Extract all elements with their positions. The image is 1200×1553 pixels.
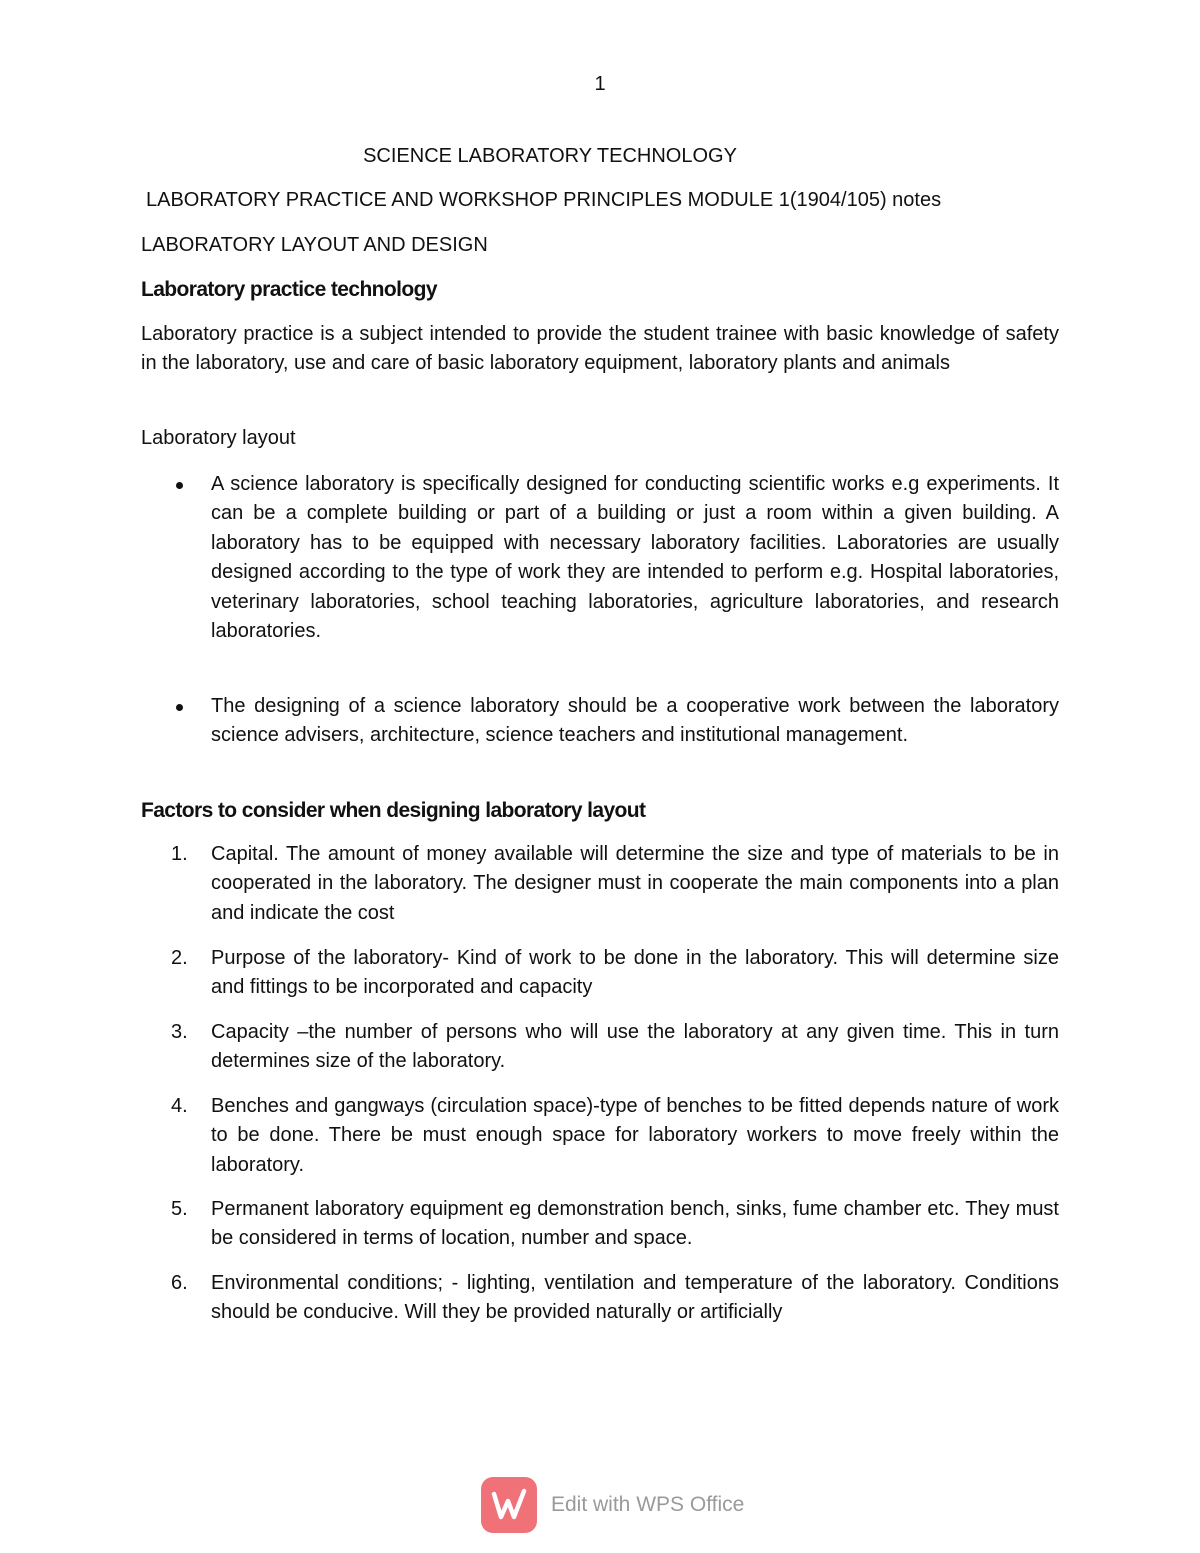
list-number: 5. (171, 1198, 188, 1220)
factor-text: Purpose of the laboratory- Kind of work to be done in the laboratory. This will determine size and fittings to be incorporated and capacity (211, 947, 1059, 999)
layout-label: Laboratory layout (141, 427, 296, 449)
wps-office-label[interactable]: Edit with WPS Office (551, 1493, 745, 1516)
module-line: LABORATORY PRACTICE AND WORKSHOP PRINCIPLES MODULE 1(1904/105) notes (146, 189, 942, 211)
heading-factors: Factors to consider when designing laboratory layout (141, 799, 646, 822)
list-number: 6. (171, 1272, 188, 1294)
section-title: LABORATORY LAYOUT AND DESIGN (141, 234, 488, 256)
factor-text: Capital. The amount of money available will determine the size and type of materials to be in cooperated in the laboratory. The designer must in cooperate the main components into a plan and indicate the cost (211, 843, 1059, 924)
wps-w-glyph (481, 1477, 537, 1533)
list-item (141, 470, 1059, 646)
factor-text: Capacity –the number of persons who will use the laboratory at any given time. This in turn determines size of the laboratory. (211, 1021, 1059, 1073)
bullet-icon (176, 704, 183, 711)
intro-paragraph: Laboratory practice is a subject intended to provide the student trainee with basic knowledge of safety in the laboratory, use and care of basic laboratory equipment, laboratory plants and animals (141, 323, 1059, 375)
list-number: 4. (171, 1095, 188, 1117)
document-title: SCIENCE LABORATORY TECHNOLOGY (363, 145, 737, 167)
list-item (141, 692, 1059, 751)
bullet-text: A science laboratory is specifically designed for conducting scientific works e.g experiments. It can be a complete building or part of a building or just a room within a given building. A laboratory has to be equipped with necessary laboratory facilities. Laboratories are usually designed according to the type of work they are intended to perform e.g. Hospital laboratories, veterinary laboratories, school teaching laboratories, agriculture laboratories, and research laboratories. (211, 473, 1059, 643)
wps-office-logo-icon[interactable] (481, 1477, 537, 1533)
list-item (141, 1018, 1059, 1077)
list-item (141, 944, 1059, 1003)
list-number: 1. (171, 843, 188, 865)
list-item (141, 840, 1059, 928)
bullet-icon (176, 482, 183, 489)
factor-text: Permanent laboratory equipment eg demonstration bench, sinks, fume chamber etc. They must be considered in terms of location, number and space. (211, 1198, 1059, 1250)
bullet-text: The designing of a science laboratory should be a cooperative work between the laboratory science advisers, architecture, science teachers and institutional management. (211, 695, 1059, 747)
list-item (141, 1195, 1059, 1254)
list-item (141, 1269, 1059, 1328)
heading-laboratory-practice: Laboratory practice technology (141, 278, 437, 301)
page-number: 1 (594, 73, 606, 95)
factor-text: Environmental conditions; - lighting, ventilation and temperature of the laboratory. Conditions should be conducive. Will they be provided naturally or artificially (211, 1272, 1059, 1324)
list-number: 3. (171, 1021, 188, 1043)
factor-text: Benches and gangways (circulation space)-type of benches to be fitted depends nature of work to be done. There be must enough space for laboratory workers to move freely within the laboratory. (211, 1095, 1059, 1176)
list-number: 2. (171, 947, 188, 969)
list-item (141, 1092, 1059, 1180)
